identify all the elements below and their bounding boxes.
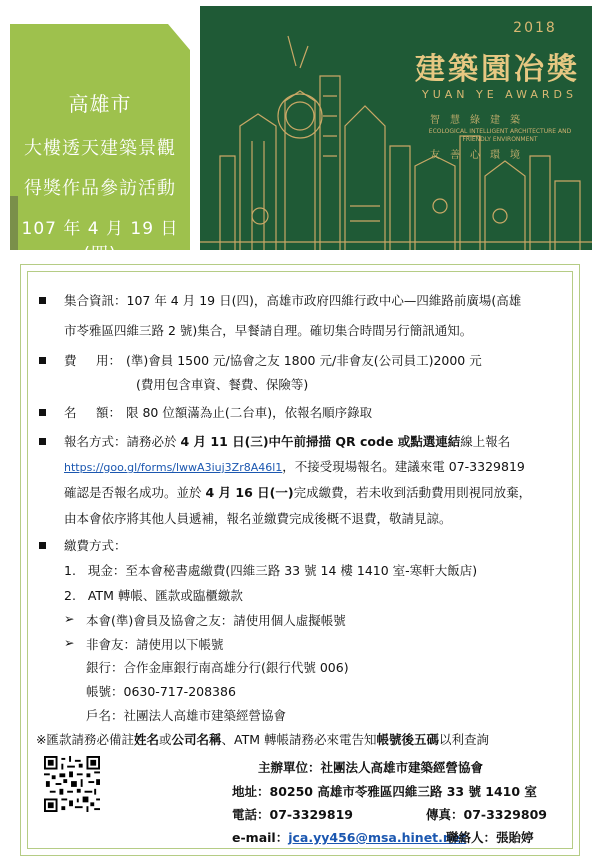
remittance-note-text: ※匯款請務必備註 <box>36 732 134 747</box>
title-panel <box>10 24 190 264</box>
registration-deadline: 4 月 11 日(三)中午前掃描 QR code 或點選連結 <box>180 434 461 449</box>
registration-line4: 由本會依序將其他人員遞補，報名並繳費完成後概不退費，敬請見諒。 <box>64 511 452 526</box>
fee-label-char2: 用： <box>96 353 122 368</box>
page-fold-corner <box>168 24 190 50</box>
registration-phone-text: ，不接受現場報名。建議來電 07-3329819 <box>282 459 525 474</box>
fax: 傳真：07-3329809 <box>426 807 547 822</box>
banner-slogan-2: 友善心環境 <box>430 150 530 161</box>
fee-text: (準)會員 1500 元/協會之友 1800 元/非會友(公司員工)2000 元 <box>126 353 482 368</box>
arrow-bullet: ➢ <box>64 635 75 650</box>
gathering-info-line1: 集合資訊：107 年 4 月 19 日(四)，高雄市政府四維行政中心—四維路前廣場(高雄 <box>64 293 522 308</box>
bullet-square <box>39 438 46 445</box>
phone: 電話：07-3329819 <box>232 807 353 822</box>
event-title-line2: 得獎作品參訪活動 <box>24 178 176 199</box>
bullet-square <box>39 297 46 304</box>
bullet-square <box>39 409 46 416</box>
gathering-info-line2: 市苓雅區四維三路 2 號)集合，早餐請自理。確切集合時間另行簡訊通知。 <box>64 323 473 338</box>
registration-line3 <box>64 483 531 501</box>
city-title: 高雄市 <box>68 92 132 116</box>
email-label: e-mail： <box>232 830 289 845</box>
email-row <box>232 828 466 846</box>
fee-note: (費用包含車資、餐費、保險等) <box>136 377 309 392</box>
remittance-note-end: 以利查詢 <box>439 732 490 747</box>
fee-label-char1: 費 <box>64 353 77 368</box>
quota-text: 限 80 位額滿為止(二台車)，依報名順序錄取 <box>126 405 373 420</box>
arrow-bullet: ➢ <box>64 611 75 626</box>
registration-line1 <box>64 432 510 450</box>
registration-text: 報名方式：請務必於 <box>64 434 181 449</box>
remittance-note-atm: 、ATM 轉帳請務必來電告知 <box>221 732 377 747</box>
payment-forfeit-text: 完成繳費，若未收到活動費用則視同放棄， <box>293 485 532 500</box>
bank-account-number: 帳號：0630-717-208386 <box>86 684 236 699</box>
info-panel <box>27 271 573 849</box>
payment-deadline-text: 確認是否報名成功。並於 <box>64 485 206 500</box>
payment-option-cash: 1. 現金：至本會秘書處繳費(四維三路 33 號 14 樓 1410 室-寒軒大飯店) <box>64 563 478 578</box>
registration-qr-code[interactable] <box>44 756 100 812</box>
banner-year: 2018 <box>513 20 557 36</box>
remittance-note-name: 姓名 <box>133 732 159 747</box>
award-banner <box>200 6 592 250</box>
remittance-note-company: 公司名稱 <box>171 732 222 747</box>
quota-label-char1: 名 <box>64 405 77 420</box>
registration-line2 <box>64 457 525 475</box>
registration-online: 線上報名 <box>460 434 511 449</box>
email-link[interactable]: jca.yy456@msa.hinet.net <box>288 830 467 845</box>
payment-option-atm: 2. ATM 轉帳、匯款或臨櫃繳款 <box>64 588 243 603</box>
payment-method-title: 繳費方式： <box>64 538 127 553</box>
remittance-note-last5: 帳號後五碼 <box>376 732 440 747</box>
header <box>0 0 600 264</box>
bank-name: 銀行：合作金庫銀行南高雄分行(銀行代號 006) <box>86 660 349 675</box>
banner-english-slogan: ECOLOGICAL INTELLIGENT ARCHITECTURE AND FRIENDLY ENVIRONMENT <box>428 128 572 143</box>
registration-form-link[interactable]: https://goo.gl/forms/lwwA3iuj3Zr8A46l1 <box>64 461 283 474</box>
remittance-note <box>36 730 489 748</box>
contact-person: 聯絡人：張貽婷 <box>446 830 534 845</box>
info-outer-border <box>20 264 580 856</box>
event-date: 107 年 4 月 19 日(四) <box>21 219 179 264</box>
event-title-line1: 大樓透天建築景觀 <box>24 138 176 159</box>
member-account-note: 本會(準)會員及協會之友：請使用個人虛擬帳號 <box>86 613 346 628</box>
remittance-note-or: 或 <box>159 732 172 747</box>
banner-slogan-1: 智慧綠建築 <box>430 115 530 126</box>
payment-deadline-date: 4 月 16 日(一) <box>205 485 294 500</box>
account-holder: 戶名：社團法人高雄市建築經營協會 <box>86 708 287 723</box>
banner-title: 建築園冶獎 <box>415 52 580 87</box>
banner-english-title: YUAN YE AWARDS <box>422 88 578 101</box>
organizer: 主辦單位：社團法人高雄市建築經營協會 <box>258 760 484 775</box>
address: 地址：80250 高雄市苓雅區四維三路 33 號 1410 室 <box>232 784 537 799</box>
non-member-account-note: 非會友：請使用以下帳號 <box>86 637 224 652</box>
bullet-square <box>39 357 46 364</box>
quota-label-char2: 額： <box>96 405 122 420</box>
bullet-square <box>39 542 46 549</box>
